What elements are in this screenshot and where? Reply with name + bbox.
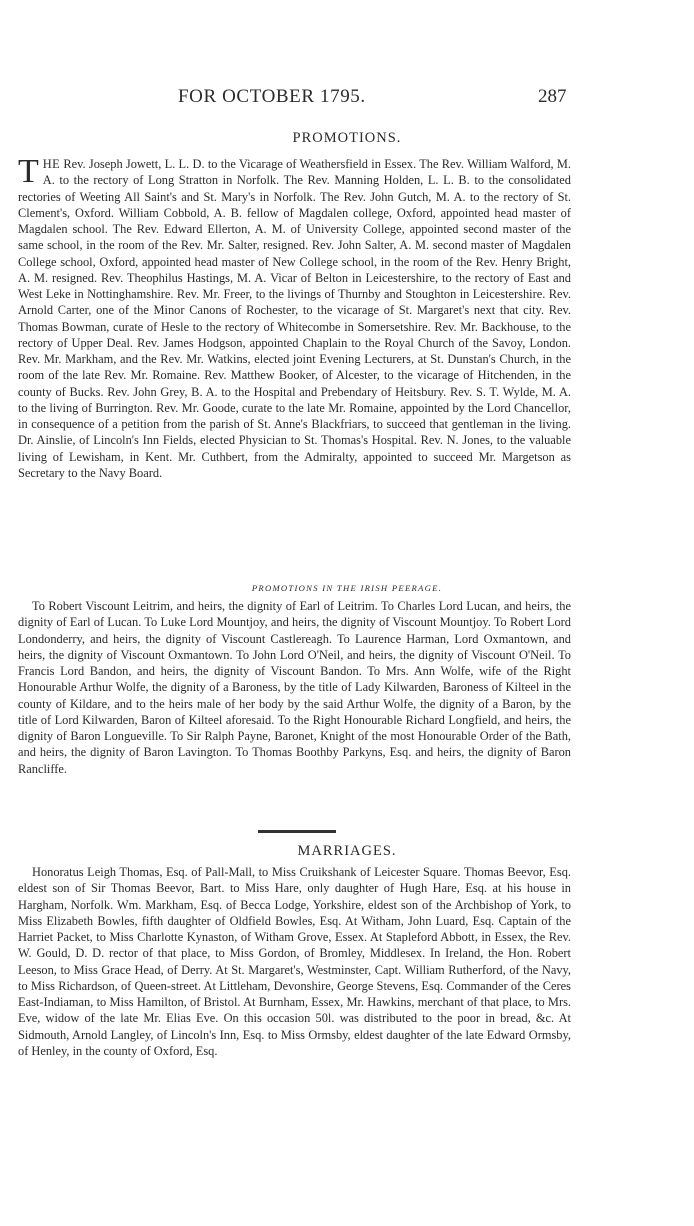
irish-peerage-paragraph: To Robert Viscount Leitrim, and heirs, the dignity of Earl of Leitrim. To Charles Lord Lucan, and heirs, the dignity of Earl of Lucan. To Luke Lord Mountjoy, and heirs, the dignity of Viscount Mountjoy. To Robert Lord Londonderry, and heirs, the dignity of Viscount Castlereagh. To Laurence Harman, Lord Oxmantown, and heirs, the dignity of Viscount Oxmantown. To John Lord O'Neil, and heirs, the dignity of Viscount O'Neil. To Francis Lord Bandon, and heirs, the dignity of Viscount Bandon. To Mrs. Ann Wolfe, wife of the Right Honourable Arthur Wolfe, the dignity of a Baroness, by the title of Lady Kilwarden, Baroness of Kilteel in the county of Kildare, and to the heirs male of her body by the said Arthur Wolfe, the dignity of a Baron, by the title of Lord Kilwarden, Baron of Kilteel aforesaid. To the Right Honourable Richard Longfield, and heirs, the dignity of Baron Longueville. To Sir Ralph Payne, Baronet, Knight of the most Honourable Order of the Bath, and heirs, the dignity of Baron Lavington. To Thomas Boothby Parkyns, Esq. and heirs, the dignity of Baron Rancliffe. (18, 599, 571, 776)
running-head-title: FOR OCTOBER 1795. (178, 86, 366, 107)
promotions-paragraph (18, 153, 571, 481)
promotions-first-word: HE (42, 157, 61, 171)
promotions-section (18, 153, 571, 481)
marriages-section (18, 864, 571, 1059)
promotions-heading: PROMOTIONS. (292, 130, 402, 146)
promotions-text: Rev. Joseph Jowett, L. L. D. to the Vicarage of Weathersfield in Essex. The Rev. William Walford, M. A. to the rectory of Long Stratton in Norfolk. The Rev. Manning Holden, L. L. B. to the consolidated rectories of Weeting All Saint's and St. Mary's in Norfolk. The Rev. John Gutch, M. A. to the rectory of St. Clement's, Oxford. William Cobbold, A. B. fellow of Magdalen college, Oxford, appointed head master of Magdalen school. The Rev. Edward Ellerton, A. M. of University College, appointed second master of the same school, in the room of the Rev. Mr. Salter, resigned. Rev. John Salter, A. M. second master of Magdalen College school, Oxford, appointed head master of New College school, in the room of the Rev. Henry Bright, A. M. resigned. Rev. Theophilus Hastings, M. A. Vicar of Belton in Leicestershire, to the rectory of East and West Leke in Nottinghamshire. Rev. Mr. Freer, to the livings of Thurnby and Stoughton in Leicestershire. Rev. Arnold Carter, one of the Minor Canons of Rochester, to the vicarage of St. Margaret's next that city. Rev. Thomas Bowman, curate of Hesle to the rectory of Whitecombe in Somersetshire. Rev. Mr. Backhouse, to the rectory of Upper Deal. Rev. James Hodgson, appointed Chaplain to the Royal Church of the Savoy, London. Rev. Mr. Markham, and the Rev. Mr. Watkins, elected joint Evening Lecturers, at St. Dunstan's Church, in the room of the late Rev. Mr. Romaine. Rev. Matthew Booker, of Alcester, to the vicarage of Hitchenden, in the county of Bucks. Rev. John Grey, B. A. to the Hospital and Prebendary of Heitsbury. Rev. S. T. Wylde, M. A. to the living of Burrington. Rev. Mr. Goode, curate to the late Mr. Romaine, appointed by the Lord Chancellor, in consequence of a petition from the parish of St. Anne's Blackfriars, to succeed that gentleman in the living. Dr. Ainslie, of Lincoln's Inn Fields, elected Physician to St. Thomas's Hospital. Rev. N. Jones, to the valuable living of Lewisham, in Kent. Mr. Cuthbert, from the Admiralty, appointed to succeed Mr. Margetson as Secretary to the Navy Board. (18, 157, 571, 480)
irish-peerage-heading: PROMOTIONS IN THE IRISH PEERAGE. (251, 583, 443, 593)
drop-cap: T (18, 153, 39, 190)
section-divider-rule (258, 830, 336, 833)
running-head (0, 86, 694, 116)
irish-peerage-section (18, 598, 571, 777)
page-number: 287 (538, 86, 567, 107)
marriages-paragraph: Honoratus Leigh Thomas, Esq. of Pall-Mall, to Miss Cruikshank of Leicester Square. Thomas Beevor, Esq. eldest son of Sir Thomas Beevor, Bart. to Miss Hare, only daughter of Hugh Hare, Esq. at his house in Hargham, Norfolk. Wm. Markham, Esq. of Becca Lodge, Yorkshire, eldest son of the Archbishop of York, to Miss Elizabeth Bowles, fifth daughter of Oldfield Bowles, Esq. At Witham, John Luard, Esq. Captain of the Harriet Packet, to Miss Charlotte Kynaston, of Witham Grove, Essex. At Stapleford Abbott, in Essex, the Rev. W. Gould, D. D. rector of that place, to Miss Gordon, of Bromley, Middlesex. In Ireland, the Hon. Robert Leeson, to Miss Grace Head, of Derry. At St. Margaret's, Westminster, Capt. William Rutherford, of the Navy, to Miss Richardson, of Queen-street. At Littleham, Devonshire, George Stevens, Esq. Commander of the Ceres East-Indiaman, to Miss Hamilton, of Bristol. At Burnham, Essex, Mr. Hawkins, merchant of that place, to Mrs. Eve, widow of the late Mr. Elias Eve. On this occasion 50l. was distributed to the poor in bread, &c. At Sidmouth, Arnold Langley, of Lincoln's Inn, Esq. to Miss Ormsby, eldest daughter of the late Edward Ormsby, of Henley, in the county of Oxford, Esq. (18, 865, 571, 1058)
marriages-heading: MARRIAGES. (297, 843, 397, 859)
